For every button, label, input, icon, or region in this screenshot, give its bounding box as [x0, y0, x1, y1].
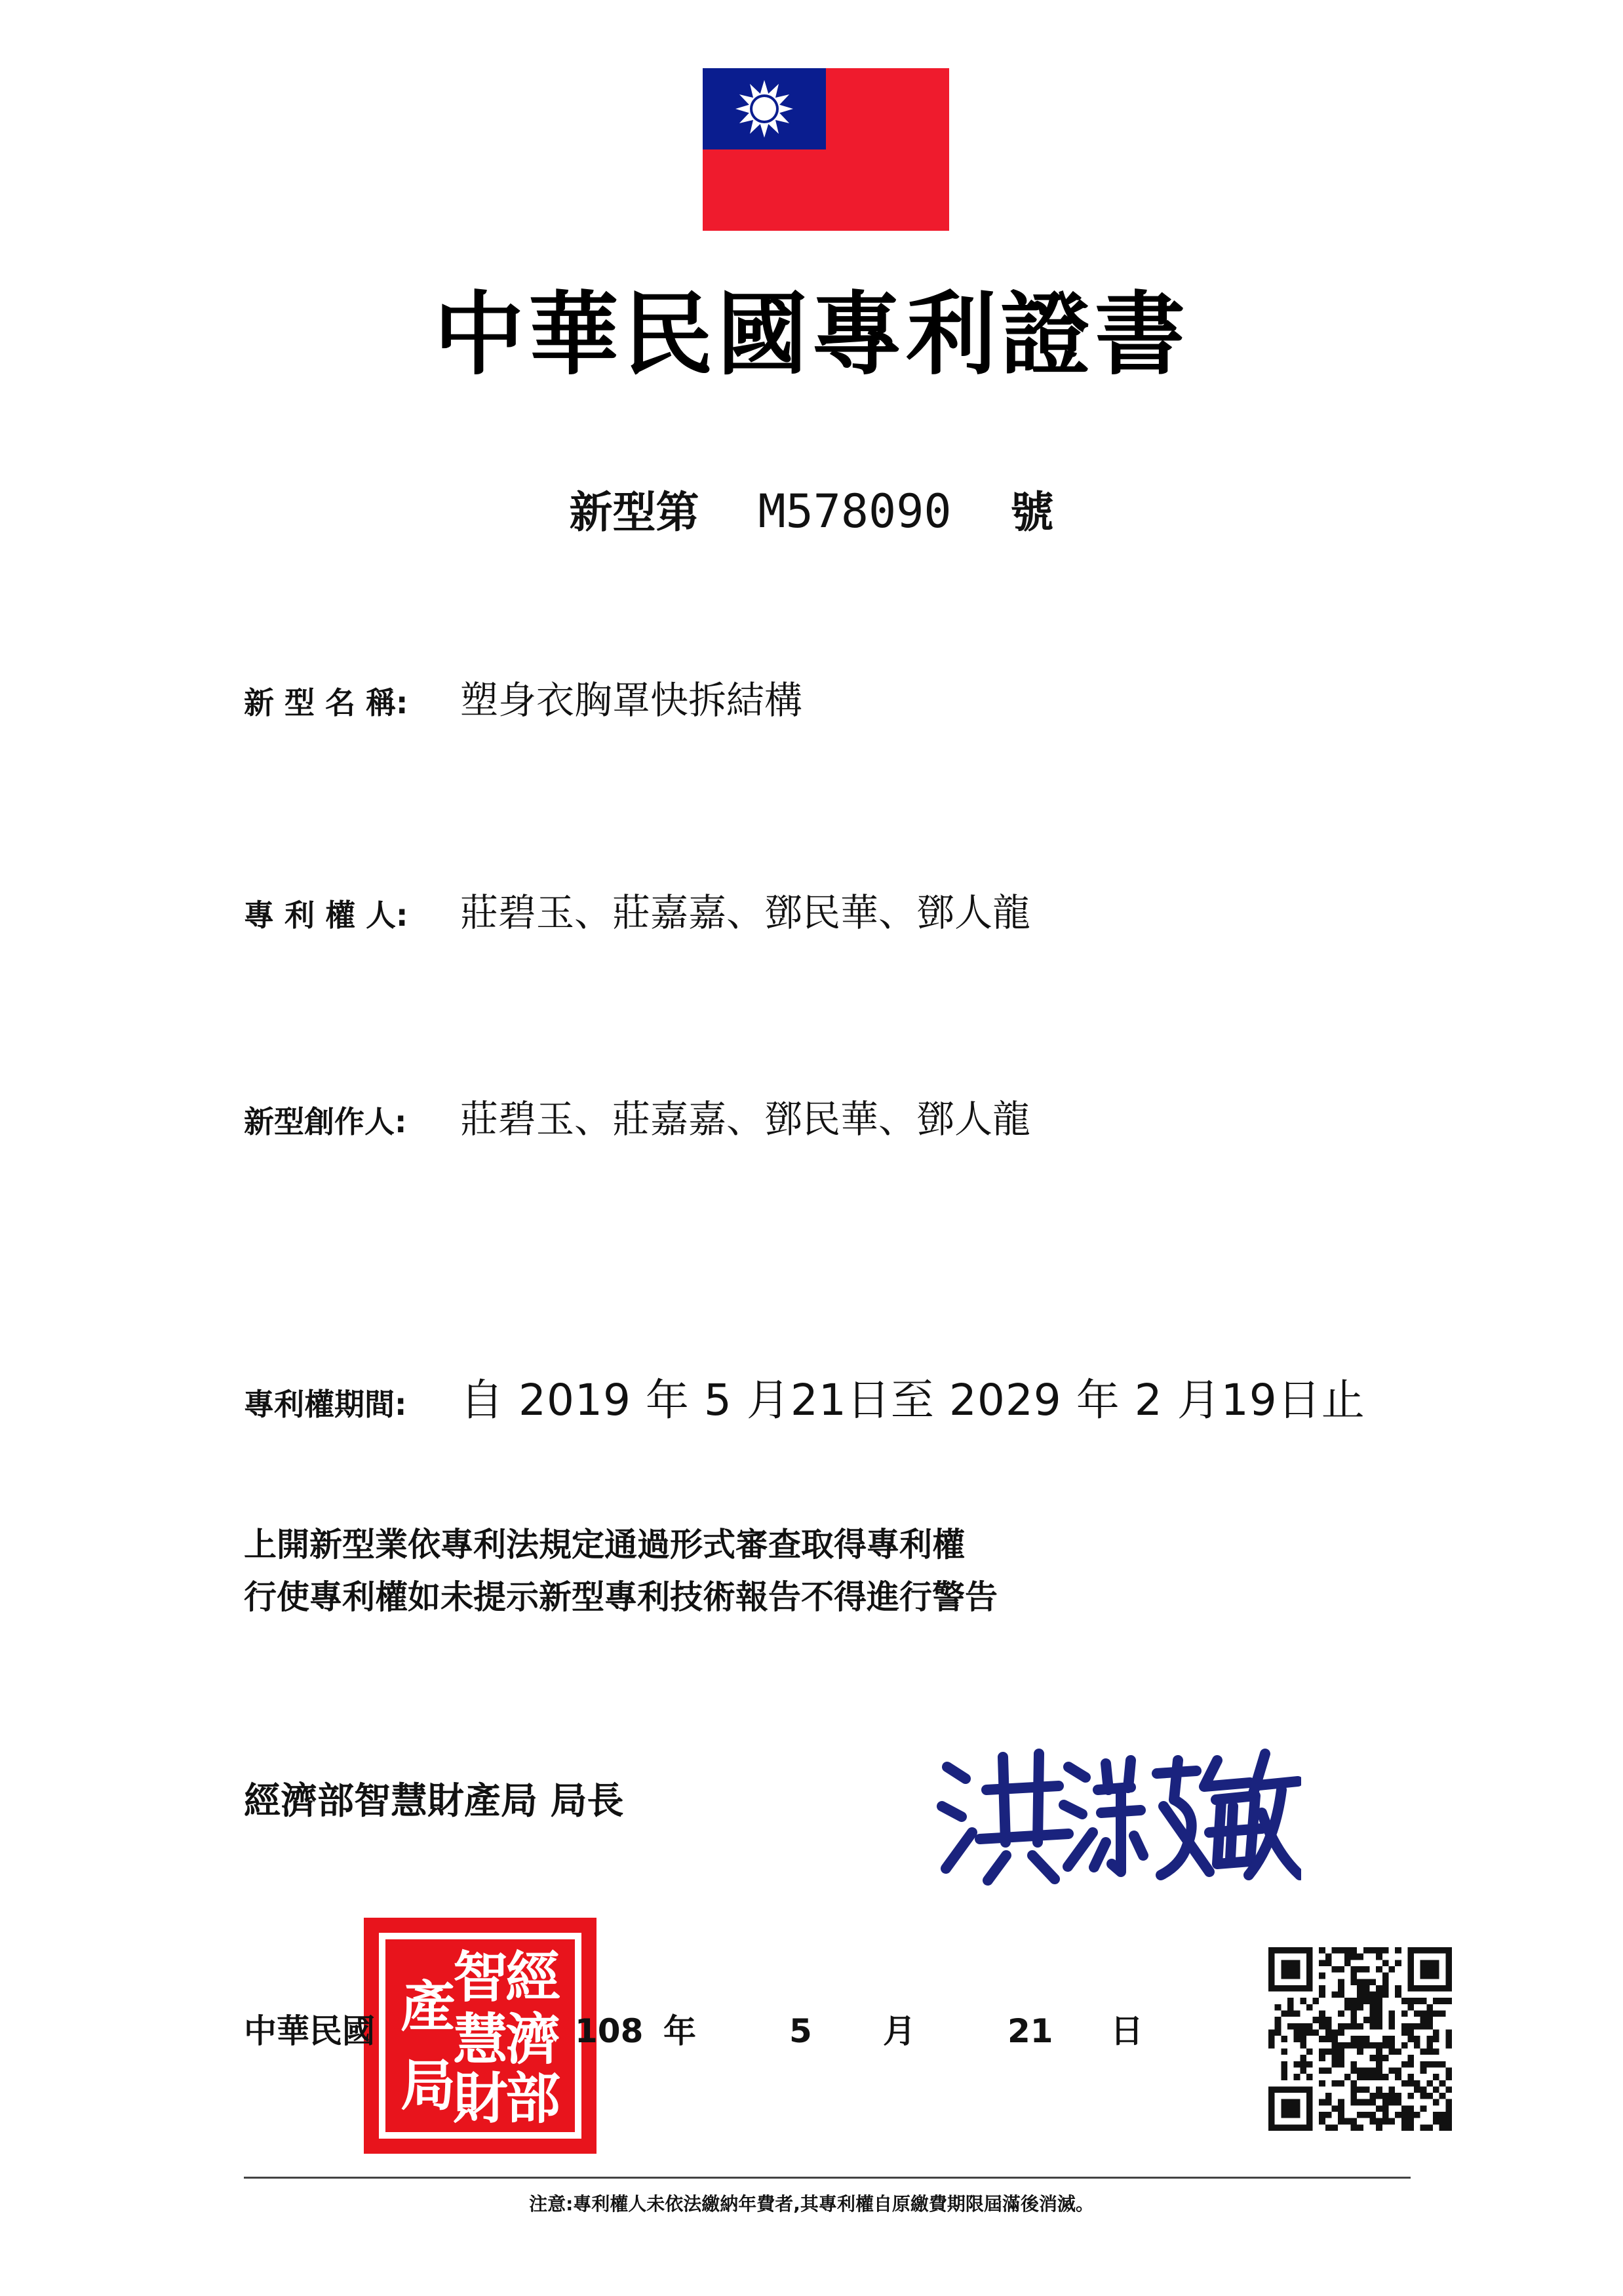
date-month: 5 — [789, 2012, 812, 2050]
field-value: 莊碧玉、莊嘉嘉、鄧民華、鄧人龍 — [460, 890, 1031, 935]
roc-flag-icon — [703, 68, 949, 231]
date-day-unit: 日 — [1110, 2012, 1143, 2050]
svg-text:經: 經 — [505, 1945, 561, 2009]
patent-number-prefix: 新型第 — [569, 487, 699, 538]
svg-text:慧: 慧 — [452, 2007, 509, 2072]
field-value: 莊碧玉、莊嘉嘉、鄧民華、鄧人龍 — [460, 1097, 1031, 1141]
patent-number: M578090 — [758, 485, 952, 538]
svg-text:部: 部 — [505, 2066, 561, 2131]
note-line-2: 行使專利權如未提示新型專利技術報告不得進行警告 — [244, 1578, 998, 1616]
certificate-title: 中華民國專利證書 — [433, 281, 1189, 387]
director-signature — [934, 1728, 1301, 1898]
date-era: 中華民國 — [244, 2012, 375, 2050]
field-value: 自 2019 年 5 月21日至 2029 年 2 月19日止 — [460, 1375, 1365, 1425]
svg-text:財: 財 — [452, 2066, 509, 2131]
field-label: 新 型 名 稱: — [244, 685, 408, 721]
svg-text:智: 智 — [452, 1945, 509, 2009]
official-seal-icon — [364, 1918, 596, 2154]
date-year-unit: 年 — [663, 2012, 696, 2050]
field-patent-term — [244, 1374, 1365, 1431]
footer-divider — [244, 2177, 1411, 2179]
field-label: 專利權期間: — [244, 1387, 407, 1422]
patent-number-line — [0, 482, 1623, 542]
svg-text:產: 產 — [400, 1974, 456, 2039]
date-day: 21 — [1007, 2012, 1053, 2050]
date-month-unit: 月 — [883, 2012, 916, 2050]
note-line-1: 上開新型業依專利法規定通過形式審查取得專利權 — [244, 1526, 965, 1564]
patent-number-suffix: 號 — [1010, 487, 1054, 538]
svg-text:局: 局 — [400, 2053, 456, 2118]
footer-note: 注意:專利權人未依法繳納年費者,其專利權自原繳費期限屆滿後消滅。 — [529, 2193, 1094, 2215]
field-label: 新型創作人: — [244, 1104, 407, 1139]
field-label: 專 利 權 人: — [244, 898, 408, 933]
field-creator — [244, 1093, 1030, 1148]
field-patent-owner — [244, 886, 1030, 941]
date-year: 108 — [575, 2012, 644, 2050]
qr-code-icon — [1268, 1947, 1452, 2131]
field-value: 塑身衣胸罩快拆結構 — [460, 678, 803, 722]
field-patent-name — [244, 674, 802, 729]
issuer: 經濟部智慧財產局 局長 — [244, 1780, 624, 1823]
svg-text:濟: 濟 — [505, 2007, 561, 2072]
